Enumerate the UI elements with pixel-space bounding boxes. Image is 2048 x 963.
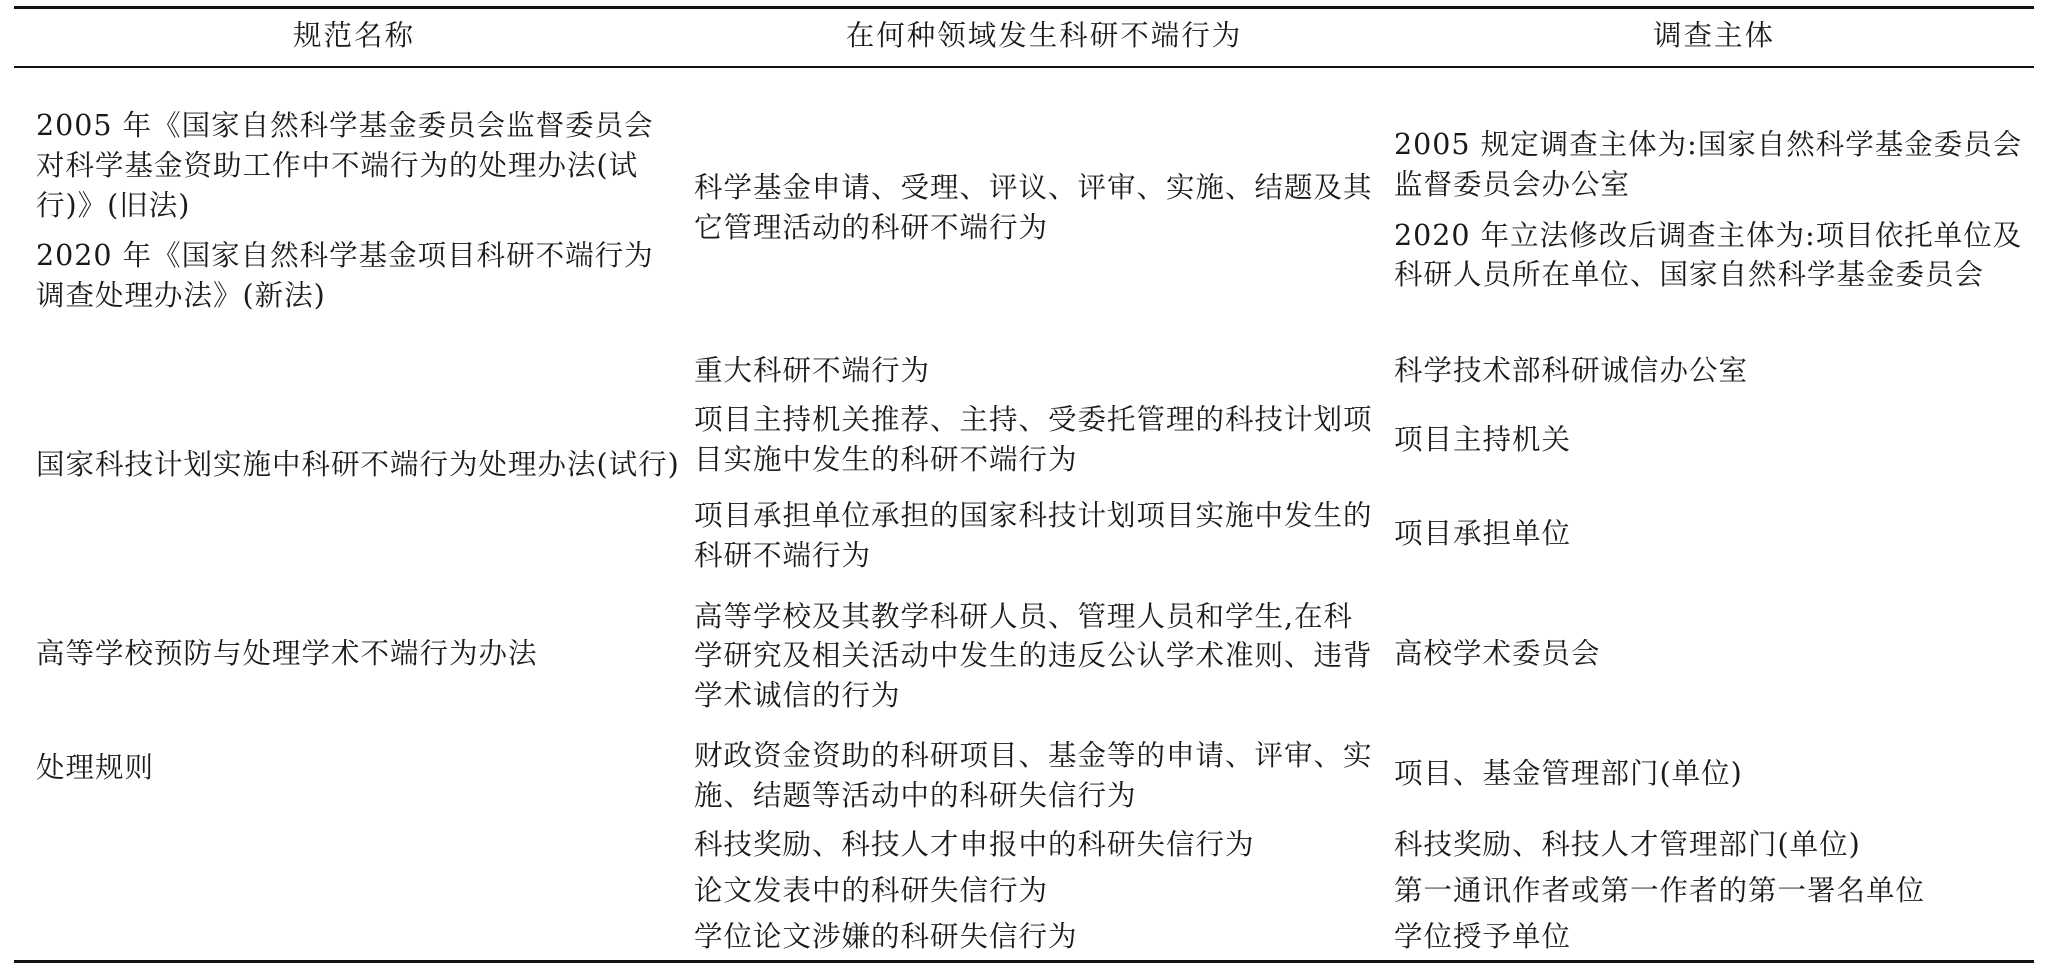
- cell-plan-subject-3: 项目承担单位: [1394, 517, 1572, 551]
- cell-plan-field-3: 项目承担单位承担的国家科技计划项目实施中发生的科研不端行为: [694, 499, 1373, 572]
- cell-university-name: 高等学校预防与处理学术不端行为办法: [36, 637, 538, 671]
- table-row-nsfc: [14, 67, 2034, 348]
- cell-nsfc-field: 科学基金申请、受理、评议、评审、实施、结题及其它管理活动的科研不端行为: [694, 171, 1373, 244]
- subject-2020: 2020 年立法修改后调查主体为:项目依托单位及科研人员所在单位、国家自然科学基金委员会: [1394, 218, 2023, 292]
- regulation-table: [14, 6, 2034, 963]
- cell-plan-subject-1: 科学技术部科研诚信办公室: [1394, 354, 1749, 388]
- table-row-plan-1: [14, 348, 2034, 394]
- cell-rules-subject-2: 科技奖励、科技人才管理部门(单位): [1394, 828, 1861, 862]
- header-investigating-body: 调查主体: [1652, 19, 1775, 53]
- cell-rules-subject-1: 项目、基金管理部门(单位): [1394, 757, 1743, 791]
- subject-2005: 2005 规定调查主体为:国家自然科学基金委员会监督委员会办公室: [1394, 128, 2023, 201]
- regulation-name-2005: 2005 年《国家自然科学基金委员会监督委员会对科学基金资助工作中不端行为的处理办法(试行)》(旧法): [36, 109, 654, 222]
- header-misconduct-field: 在何种领域发生科研不端行为: [845, 19, 1243, 53]
- cell-university-field: 高等学校及其教学科研人员、管理人员和学生,在科学研究及相关活动中发生的违反公认学术准则、违背学术诚信的行为: [694, 599, 1373, 712]
- cell-plan-name: 国家科技计划实施中科研不端行为处理办法(试行): [36, 448, 680, 482]
- cell-plan-field-2: 项目主持机关推荐、主持、受委托管理的科技计划项目实施中发生的科研不端行为: [694, 403, 1373, 476]
- cell-nsfc-names: [14, 67, 694, 348]
- cell-rules-field-3: 论文发表中的科研失信行为: [694, 874, 1049, 908]
- cell-plan-subject-2: 项目主持机关: [1394, 423, 1572, 457]
- table-row-university: [14, 582, 2034, 726]
- cell-rules-field-1: 财政资金资助的科研项目、基金等的申请、评审、实施、结题等活动中的科研失信行为: [694, 739, 1373, 812]
- cell-rules-name: 处理规则: [36, 751, 155, 784]
- cell-rules-field-4: 学位论文涉嫌的科研失信行为: [694, 920, 1078, 954]
- cell-rules-subject-4: 学位授予单位: [1394, 920, 1572, 954]
- header-row: [14, 8, 2034, 68]
- table-row-rules-1: [14, 726, 2034, 822]
- regulation-name-2020: 2020 年《国家自然科学基金项目科研不端行为调查处理办法》(新法): [36, 239, 654, 312]
- cell-nsfc-subjects: [1394, 67, 2034, 348]
- table-body: [14, 67, 2034, 962]
- table-header: [14, 8, 2034, 68]
- cell-rules-field-2: 科技奖励、科技人才申报中的科研失信行为: [694, 828, 1255, 862]
- cell-university-subject: 高校学术委员会: [1394, 637, 1601, 671]
- cell-plan-field-1: 重大科研不端行为: [694, 354, 931, 388]
- cell-rules-subject-3: 第一通讯作者或第一作者的第一署名单位: [1394, 874, 1926, 908]
- header-regulation-name: 规范名称: [292, 19, 415, 53]
